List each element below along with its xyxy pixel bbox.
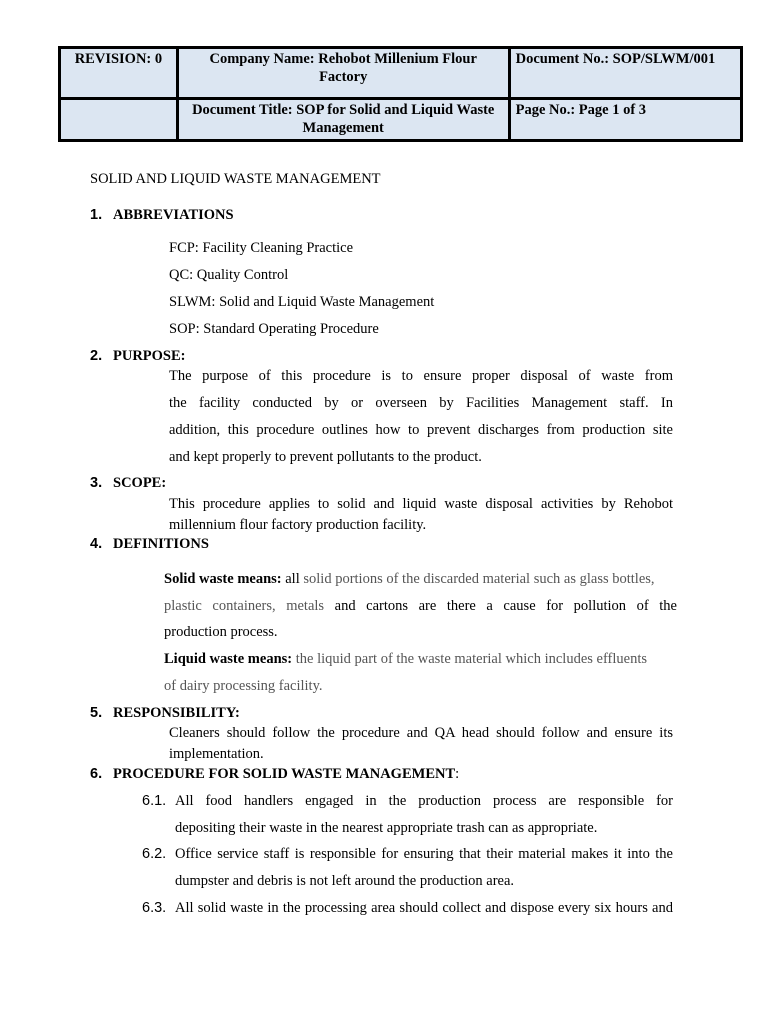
sub-item-line: dumpster and debris is not left around the production area.	[175, 873, 515, 889]
sub-item-line: depositing their waste in the nearest appropriate trash can as appropriate.	[175, 820, 598, 836]
solid-waste-definition-line: plastic containers, metals and cartons are there a cause for pollution of the	[164, 598, 677, 614]
company-name-cell: Company Name: Rehobot Millenium Flour Factory	[177, 48, 509, 99]
section-3-title: SCOPE:	[113, 475, 167, 491]
section-6-title: PROCEDURE FOR SOLID WASTE MANAGEMENT	[113, 766, 456, 782]
revision-cell: REVISION: 0	[60, 48, 178, 99]
section-2-number: 2.	[90, 348, 103, 364]
document-header-table	[58, 46, 743, 142]
section-4-title: DEFINITIONS	[113, 536, 209, 552]
responsibility-line: Cleaners should follow the procedure and QA head should follow and ensure its	[169, 725, 673, 741]
document-title-cell: Document Title: SOP for Solid and Liquid Waste Management	[177, 99, 509, 141]
abbreviation-item: SOP: Standard Operating Procedure	[169, 321, 379, 337]
section-6-number: 6.	[90, 766, 103, 782]
sub-item-number: 6.3.	[142, 900, 167, 916]
sub-item-line: All solid waste in the processing area should collect and dispose every six hours and	[175, 900, 673, 916]
abbreviation-item: SLWM: Solid and Liquid Waste Management	[169, 294, 435, 310]
section-5-title: RESPONSIBILITY:	[113, 705, 240, 721]
abbreviation-item: QC: Quality Control	[169, 267, 289, 283]
scope-line: This procedure applies to solid and liquid waste disposal activities by Rehobot	[169, 496, 673, 512]
liquid-waste-label: Liquid waste means:	[164, 651, 293, 667]
sub-item-line: Office service staff is responsible for ensuring that their material makes it into the	[175, 846, 673, 862]
empty-cell	[60, 99, 178, 141]
sub-item-number: 6.2.	[142, 846, 167, 862]
page-number-cell: Page No.: Page 1 of 3	[509, 99, 741, 141]
main-title: SOLID AND LIQUID WASTE MANAGEMENT	[90, 171, 381, 187]
liquid-waste-definition-line: of dairy processing facility.	[164, 678, 323, 694]
sub-item-line: All food handlers engaged in the production process are responsible for	[175, 793, 673, 809]
section-2-title: PURPOSE:	[113, 348, 186, 364]
section-1-number: 1.	[90, 207, 103, 223]
solid-waste-label: Solid waste means:	[164, 571, 282, 587]
liquid-waste-definition-line: Liquid waste means: the liquid part of the waste material which includes effluents	[164, 651, 647, 667]
purpose-line: and kept properly to prevent pollutants to the product.	[169, 449, 482, 465]
purpose-line: addition, this procedure outlines how to prevent discharges from production site	[169, 422, 673, 438]
document-number-cell: Document No.: SOP/SLWM/001	[509, 48, 741, 99]
solid-waste-definition-line: production process.	[164, 624, 278, 640]
abbreviation-item: FCP: Facility Cleaning Practice	[169, 240, 354, 256]
responsibility-line: implementation.	[169, 746, 264, 762]
sub-item-number: 6.1.	[142, 793, 167, 809]
solid-waste-definition-line: Solid waste means: all solid portions of the discarded material such as glass bottles,	[164, 571, 655, 587]
purpose-line: The purpose of this procedure is to ensure proper disposal of waste from	[169, 368, 673, 384]
scope-line: millennium flour factory production facility.	[169, 517, 427, 533]
purpose-line: the facility conducted by or overseen by Facilities Management staff. In	[169, 395, 673, 411]
section-1-title: ABBREVIATIONS	[113, 207, 234, 223]
section-3-number: 3.	[90, 475, 103, 491]
section-6-title-line: PROCEDURE FOR SOLID WASTE MANAGEMENT:	[113, 766, 460, 782]
section-4-number: 4.	[90, 536, 103, 552]
section-5-number: 5.	[90, 705, 103, 721]
